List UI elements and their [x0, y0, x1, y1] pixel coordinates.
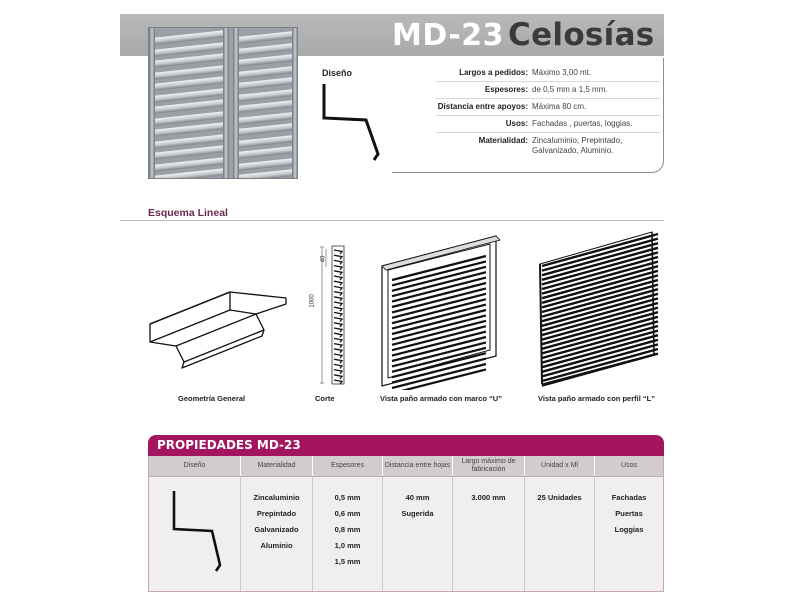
section-drawing [304, 243, 354, 388]
thickness-item: 0,6 mm [334, 509, 361, 518]
photo-slat [239, 89, 292, 102]
material-item: Prepintado [256, 509, 297, 518]
geometry-general-drawing [146, 290, 292, 372]
col-header-material: Materialidad [241, 456, 313, 476]
spec-value: Máxima 80 cm. [532, 102, 587, 111]
profile-design-icon [318, 82, 388, 164]
photo-slat [239, 54, 292, 67]
photo-slat [239, 66, 292, 79]
spacing-cell [383, 477, 453, 591]
caption-section: Corte [315, 394, 335, 403]
material-item: Aluminio [260, 541, 293, 550]
design-cell [149, 477, 241, 591]
photo-slat [239, 112, 292, 125]
properties-table [148, 456, 664, 592]
photo-slat [239, 146, 292, 159]
use-item: Fachadas [611, 493, 647, 502]
max-length-cell [453, 477, 525, 591]
uses-cell [595, 477, 663, 591]
spec-row [436, 99, 660, 116]
caption-panel-l: Vista paño armado con perfil “L” [538, 394, 655, 403]
product-photo [148, 27, 298, 179]
spec-key: Distancia entre apoyos: [437, 102, 528, 111]
thickness-item: 0,8 mm [334, 525, 361, 534]
caption-panel-u: Vista paño armado con marco “U” [380, 394, 502, 403]
spec-key: Usos: [505, 119, 528, 128]
material-cell [241, 477, 313, 591]
col-header-thickness: Espesores [313, 456, 383, 476]
schema-title: Esquema Lineal [148, 207, 228, 219]
col-header-spacing: Distancia entre hojas [383, 456, 453, 476]
caption-geometry: Geometría General [178, 394, 246, 403]
product-name: Celosías [508, 17, 655, 53]
unit-value: 25 Unidades [537, 493, 582, 502]
photo-slat [239, 123, 292, 136]
spec-table [436, 65, 660, 159]
properties-column-headers [149, 456, 663, 477]
spec-key: Largos a pedidos: [459, 68, 528, 77]
profile-design-icon [160, 487, 230, 577]
photo-slat [239, 169, 292, 179]
spec-key: Materialidad: [478, 136, 528, 145]
thickness-item: 0,5 mm [334, 493, 361, 502]
spec-value: Zincaluminio, Prepintado, Galvanizado, Aluminio. [532, 136, 623, 155]
thickness-item: 1,0 mm [334, 541, 361, 550]
photo-slat [239, 43, 292, 56]
photo-slat [239, 158, 292, 171]
use-item: Puertas [615, 509, 643, 518]
spacing-note: Sugerida [401, 509, 434, 518]
model-code: MD-23 [392, 17, 505, 53]
col-header-design: Diseño [149, 456, 241, 476]
max-length-value: 3.000 mm [471, 493, 506, 502]
col-header-uses: Usos [621, 462, 637, 470]
unit-cell [525, 477, 595, 591]
spec-value: de 0,5 mm a 1,5 mm. [532, 85, 608, 94]
spacing-value: 40 mm [405, 493, 430, 502]
photo-slat [239, 77, 292, 90]
design-label: Diseño [322, 68, 353, 78]
material-item: Zincaluminio [253, 493, 300, 502]
col-header-unit: Unidad x Ml [525, 456, 595, 476]
properties-header [148, 435, 664, 456]
panel-l-profile-drawing [534, 226, 662, 390]
properties-title: PROPIEDADES MD-23 [157, 438, 301, 452]
spec-key: Espesores: [484, 85, 528, 94]
dimension-pitch: 40 [320, 255, 327, 263]
dimension-height: 1000 [309, 294, 316, 308]
panel-u-frame-drawing [378, 232, 502, 390]
spec-row [436, 133, 660, 159]
thickness-cell [313, 477, 383, 591]
photo-slat [239, 135, 292, 148]
use-item: Loggias [614, 525, 644, 534]
spec-value: Máximo 3,00 mt. [532, 68, 592, 77]
spec-row [436, 82, 660, 99]
spec-row [436, 65, 660, 82]
page-title [392, 14, 655, 56]
material-item: Galvanizado [254, 525, 299, 534]
section-divider [120, 220, 664, 221]
properties-row [149, 477, 663, 591]
col-header-max-length: Largo máximo de fabricación [453, 456, 525, 476]
photo-slat [239, 31, 292, 44]
spec-row [436, 116, 660, 133]
spec-value: Fachadas , puertas, loggias. [532, 119, 633, 128]
photo-slat [239, 100, 292, 113]
thickness-item: 1,5 mm [334, 557, 361, 566]
